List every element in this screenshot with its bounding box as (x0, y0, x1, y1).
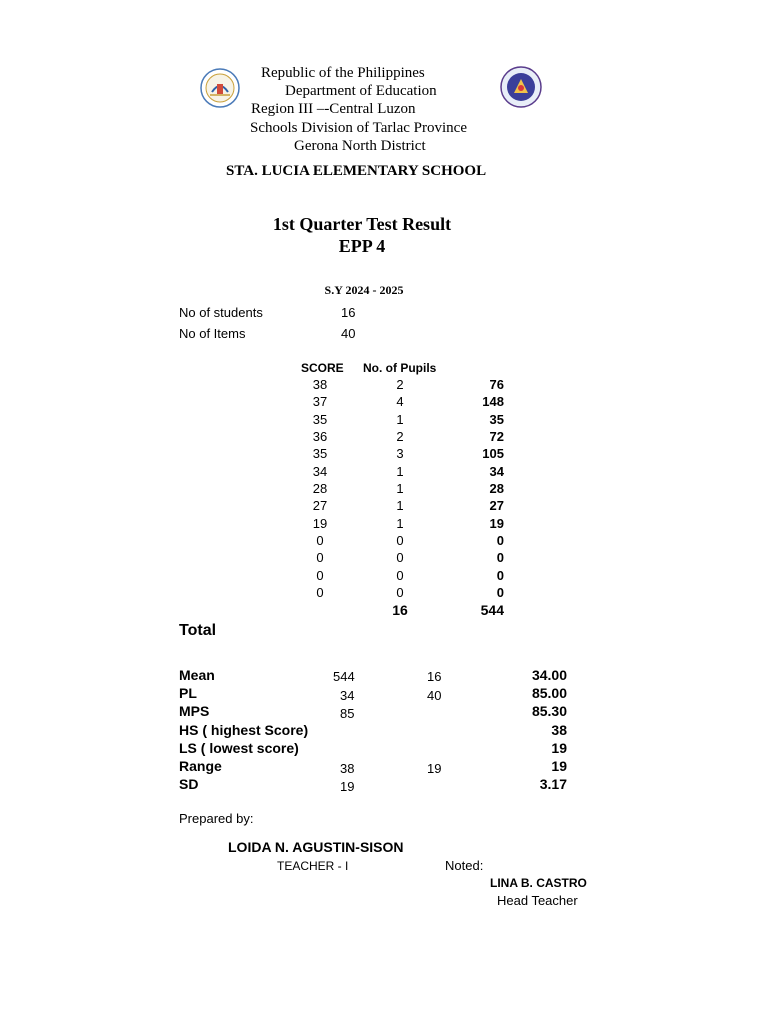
stat-mps-a: 85 (340, 706, 355, 721)
pupils-header: No. of Pupils (363, 361, 437, 375)
stat-range-b: 19 (427, 761, 442, 776)
subject-title: EPP 4 (338, 236, 386, 256)
stat-ls-result: 19 (551, 740, 567, 756)
deped-logo-icon (200, 68, 240, 108)
table-cell-score: 34 (312, 464, 328, 479)
page-title: 1st Quarter Test Result (272, 214, 452, 234)
stat-mean-a: 544 (333, 669, 355, 684)
stat-sd-result: 3.17 (539, 776, 567, 792)
stat-ls-label: LS ( lowest score) (179, 740, 299, 756)
table-cell-score: 28 (312, 481, 328, 496)
table-cell-score: 27 (312, 498, 328, 513)
school-year: S.Y 2024 - 2025 (324, 283, 404, 297)
table-cell-product: 0 (496, 568, 504, 583)
teacher-name: LOIDA N. AGUSTIN-SISON (228, 839, 404, 855)
table-cell-pupils: 3 (396, 446, 404, 461)
stat-range-a: 38 (340, 761, 355, 776)
table-cell-product: 34 (489, 464, 504, 479)
table-cell-pupils: 1 (396, 516, 404, 531)
table-cell-score: 0 (316, 533, 324, 548)
table-cell-score: 35 (312, 412, 328, 427)
total-pupils: 16 (392, 602, 408, 618)
table-cell-product: 35 (489, 412, 504, 427)
stat-pl-b: 40 (427, 688, 442, 703)
school-name: STA. LUCIA ELEMENTARY SCHOOL (226, 163, 487, 179)
students-label: No of students (179, 305, 263, 320)
table-cell-product: 72 (489, 429, 504, 444)
table-cell-pupils: 1 (396, 498, 404, 513)
table-cell-product: 0 (496, 585, 504, 600)
head-teacher-title: Head Teacher (497, 893, 578, 908)
items-label: No of Items (179, 326, 246, 341)
table-cell-score: 38 (312, 377, 328, 392)
table-cell-product: 19 (489, 516, 504, 531)
teacher-title: TEACHER - I (277, 859, 349, 873)
table-cell-pupils: 0 (396, 550, 404, 565)
stat-sd-a: 19 (340, 779, 355, 794)
table-cell-product: 27 (489, 498, 504, 513)
table-cell-score: 36 (312, 429, 328, 444)
division-seal-icon (500, 66, 542, 108)
prepared-by-label: Prepared by: (179, 811, 254, 826)
table-cell-score: 37 (312, 394, 328, 409)
table-cell-pupils: 1 (396, 481, 404, 496)
table-cell-score: 0 (316, 568, 324, 583)
header-division: Schools Division of Tarlac Province (250, 120, 467, 136)
table-cell-pupils: 2 (396, 429, 404, 444)
table-cell-pupils: 1 (396, 464, 404, 479)
table-cell-pupils: 2 (396, 377, 404, 392)
table-cell-pupils: 1 (396, 412, 404, 427)
stat-pl-label: PL (179, 685, 197, 701)
header-department: Department of Education (285, 83, 437, 99)
table-cell-pupils: 4 (396, 394, 404, 409)
table-cell-product: 105 (482, 446, 504, 461)
stat-hs-label: HS ( highest Score) (179, 722, 309, 738)
stat-mean-label: Mean (179, 667, 215, 683)
table-cell-score: 0 (316, 550, 324, 565)
stat-pl-result: 85.00 (531, 685, 567, 701)
table-cell-score: 0 (316, 585, 324, 600)
header-republic: Republic of the Philippines (261, 65, 425, 81)
stat-mean-b: 16 (427, 669, 442, 684)
stat-pl-a: 34 (340, 688, 355, 703)
items-value: 40 (341, 326, 356, 341)
table-cell-pupils: 0 (396, 585, 404, 600)
table-cell-score: 19 (312, 516, 328, 531)
stat-mean-result: 34.00 (531, 667, 567, 683)
table-cell-product: 0 (496, 550, 504, 565)
head-teacher-name: LINA B. CASTRO (490, 876, 587, 890)
stat-hs-result: 38 (551, 722, 567, 738)
stat-mps-label: MPS (179, 703, 210, 719)
stat-range-result: 19 (551, 758, 567, 774)
header-district: Gerona North District (294, 138, 426, 154)
noted-label: Noted: (445, 858, 484, 873)
score-header: SCORE (301, 361, 344, 375)
table-cell-pupils: 0 (396, 533, 404, 548)
total-label: Total (179, 622, 217, 639)
table-cell-product: 28 (489, 481, 504, 496)
stat-mps-result: 85.30 (531, 703, 567, 719)
stat-sd-label: SD (179, 776, 199, 792)
table-cell-product: 76 (489, 377, 504, 392)
table-cell-product: 148 (482, 394, 504, 409)
students-value: 16 (341, 305, 356, 320)
stat-range-label: Range (179, 758, 222, 774)
header-region: Region III –-Central Luzon (251, 101, 416, 117)
total-score: 544 (480, 602, 504, 618)
table-cell-pupils: 0 (396, 568, 404, 583)
table-cell-product: 0 (496, 533, 504, 548)
table-cell-score: 35 (312, 446, 328, 461)
